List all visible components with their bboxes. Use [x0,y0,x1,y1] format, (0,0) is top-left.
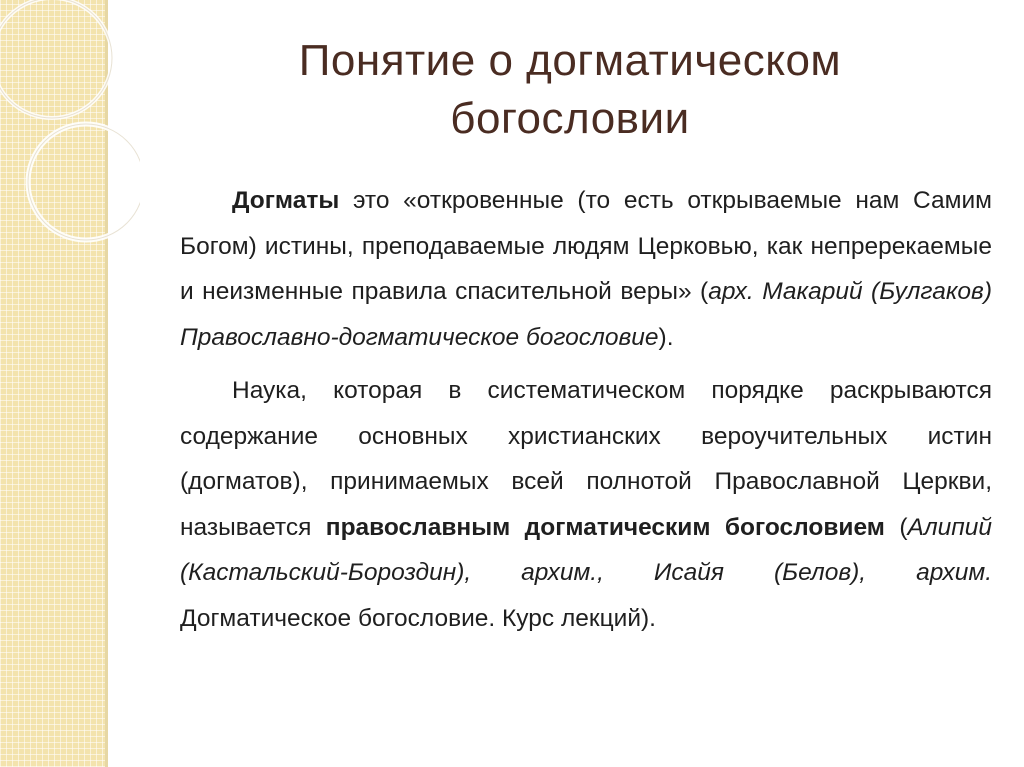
paragraph-dogmas-definition [180,178,992,360]
term-dogmas: Догматы [232,187,340,214]
citation-makariy: арх. Макарий (Булгаков) Православно-догматическое богословие [180,278,992,351]
definition-text: это «откровенные (то есть открываемые нам Самим Богом) истины, преподаваемые людям Церковью, как непререкаемые и неизменные правила спасительной веры» ( [180,187,992,305]
citation-alipiy-isaiya: Алипий (Кастальский-Бороздин), архим., Исайя (Белов), архим. [180,513,993,586]
slide-body [180,178,992,641]
ring-circles-decoration [0,0,140,300]
title-line-2: богословии [450,94,690,143]
citation-source: Догматическое богословие. Курс лекций). [180,604,656,632]
citation-close: ). [658,323,674,351]
citation-open: ( [884,513,908,541]
paragraph-science-definition [180,368,992,641]
slide-title [200,32,940,148]
title-line-1: Понятие о догматическом [298,36,842,85]
term-dogmatic-theology: православным догматическим богословием [325,513,885,541]
science-text: Наука, которая в систематическом порядке раскрываются содержание основных христианских вероучительных истин (догматов), принимаемых всей полнотой Православной Церкви, называется [180,377,992,541]
